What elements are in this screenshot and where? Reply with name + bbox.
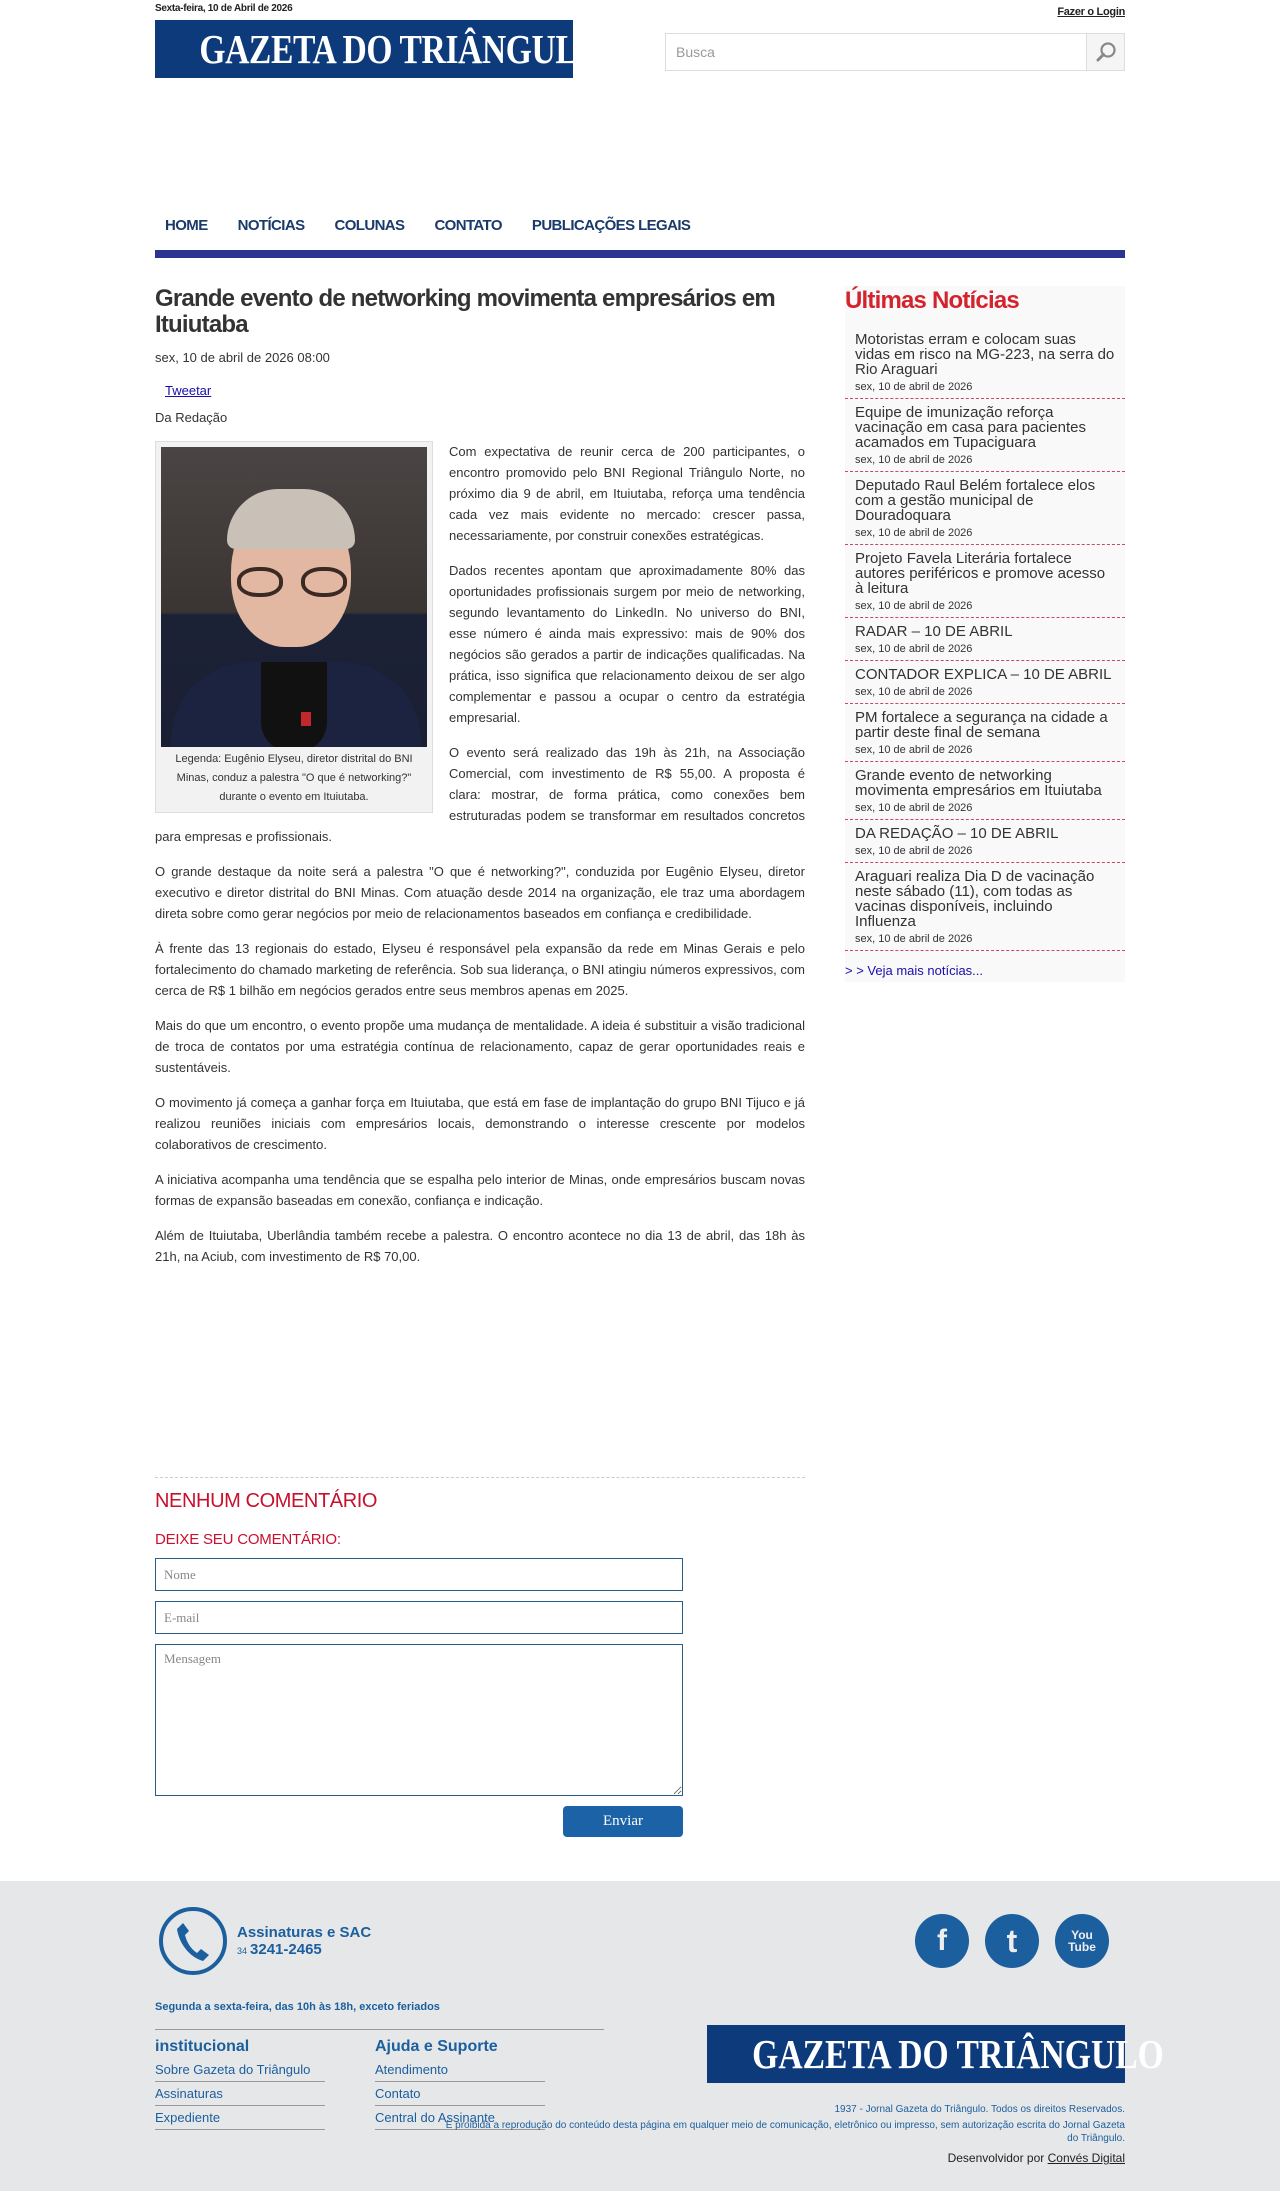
sac-phone: 3241-2465 xyxy=(250,1941,322,1958)
search-button[interactable] xyxy=(1086,34,1124,70)
article-paragraph: A iniciativa acompanha uma tendência que se espalha pelo interior de Minas, onde empresários buscam novas formas de expansão baseadas em conexão, confiança e indicação. xyxy=(155,1172,805,1208)
email-field[interactable] xyxy=(155,1601,683,1634)
article-paragraph: À frente das 13 regionais do estado, Elyseu é responsável pela expansão da rede em Minas Gerais e pelo fortalecimento do chamado marketing de referência. Sob sua liderança, o BNI atingiu números expressivos, com cerca de R$ 1 bilhão em negócios gerados entre seus membros apenas em 2025. xyxy=(155,941,805,998)
article-figure xyxy=(155,441,433,813)
news-item[interactable] xyxy=(845,863,1125,951)
article-date: sex, 10 de abril de 2026 08:00 xyxy=(155,350,330,365)
article-paragraph: Além de Ituiutaba, Uberlândia também recebe a palestra. O encontro acontece no dia 13 de abril, das 18h às 21h, na Aciub, com investimento de R$ 70,00. xyxy=(155,1228,805,1264)
news-item[interactable] xyxy=(845,704,1125,762)
legal-notice: É proibida a reprodução do conteúdo desta página em qualquer meio de comunicação, eletrônico ou impresso, sem autorização escrita do Jornal Gazeta do Triângulo. xyxy=(445,2120,1125,2144)
nav-home[interactable]: HOME xyxy=(165,216,208,234)
news-title[interactable]: Projeto Favela Literária fortalece autores periféricos e promove acesso à leitura xyxy=(855,550,1106,597)
article-paragraph: O grande destaque da noite será a palestra "O que é networking?", conduzida por Eugênio Elyseu, diretor executivo e diretor distrital do BNI Minas. Com atuação desde 2014 na organização, ele traz uma abordagem direta sobre como gerar negócios por meio de relacionamentos baseados em confiança e credibilidade. xyxy=(155,864,805,921)
latest-news-heading: Últimas Notícias xyxy=(845,287,1019,314)
sac-block xyxy=(155,1907,371,1975)
news-title[interactable]: Grande evento de networking movimenta empresários em Ituiutaba xyxy=(855,767,1102,799)
news-title[interactable]: Deputado Raul Belém fortalece elos com a gestão municipal de Douradoquara xyxy=(855,477,1096,524)
site-header xyxy=(155,0,1125,210)
sac-hours: Segunda a sexta-feira, das 10h às 18h, exceto feriados xyxy=(155,2001,440,2013)
article-paragraph: O movimento já começa a ganhar força em Ituiutaba, que está em fase de implantação do grupo BNI Tijuco e já realizou reuniões iniciais com empresários locais, demonstrando o interesse crescente por modelos colaborativos de crescimento. xyxy=(155,1095,805,1152)
footer-link-sobre[interactable]: Sobre Gazeta do Triângulo xyxy=(155,2058,325,2082)
sac-area-code: 34 xyxy=(237,1946,248,1956)
main-nav xyxy=(155,210,1125,258)
news-item[interactable] xyxy=(845,820,1125,863)
news-date: sex, 10 de abril de 2026 xyxy=(855,600,973,612)
comment-form xyxy=(155,1558,683,1837)
article-paragraph: Dados recentes apontam que aproximadamente 80% das oportunidades profissionais surgem por meio de networking, segundo levantamento do LinkedIn. No universo do BNI, esse número é ainda mais expressivo: mais de 90% dos negócios são gerados a partir de indicações qualificadas. Na prática, isso significa que relacionamento deixou de ser algo complementar e passou a ocupar o centro da estratégia empresarial. xyxy=(449,563,805,725)
news-title[interactable]: Araguari realiza Dia D de vacinação neste sábado (11), com todas as vacinas disponíveis, incluindo Influenza xyxy=(855,868,1095,930)
footer-col-ajuda xyxy=(375,2038,545,2165)
nav-contato[interactable]: CONTATO xyxy=(434,216,502,234)
article-paragraph: Mais do que um encontro, o evento propõe uma mudança de mentalidade. A ideia é substituir a visão tradicional de troca de contatos por uma estratégia contínua de relacionamento, capaz de gerar oportunidades reais e sustentáveis. xyxy=(155,1018,805,1075)
latest-news-list xyxy=(845,326,1125,951)
footer-logo xyxy=(707,2025,1164,2083)
article-photo xyxy=(161,447,427,747)
news-item[interactable] xyxy=(845,326,1125,399)
search-input[interactable] xyxy=(666,34,1086,70)
submit-button[interactable]: Enviar xyxy=(563,1806,683,1837)
article-body xyxy=(155,441,805,1267)
article-paragraph: O evento será realizado das 19h às 21h, na Associação Comercial, com investimento de R$ 55,00. A proposta é clara: mostrar, de forma prática, como conexões bem estruturadas podem se transformar em resultados concretos para empresas e profissionais. xyxy=(155,745,805,844)
footer-link-central-assinante[interactable]: Central do Assinante xyxy=(375,2106,545,2130)
news-date: sex, 10 de abril de 2026 xyxy=(855,802,973,814)
nav-noticias[interactable]: NOTÍCIAS xyxy=(237,216,305,234)
article-title: Grande evento de networking movimenta empresários em Ituiutaba xyxy=(155,285,775,338)
footer-col-institucional xyxy=(155,2038,325,2165)
news-title[interactable]: PM fortalece a segurança na cidade a partir deste final de semana xyxy=(855,709,1108,741)
nav-publicacoes-legais[interactable]: PUBLICAÇÕES LEGAIS xyxy=(531,216,691,234)
news-item[interactable] xyxy=(845,762,1125,820)
message-field[interactable] xyxy=(155,1644,683,1796)
copyright: 1937 - Jornal Gazeta do Triângulo. Todos os direitos Reservados. xyxy=(834,2104,1125,2115)
news-date: sex, 10 de abril de 2026 xyxy=(855,381,973,393)
news-date: sex, 10 de abril de 2026 xyxy=(855,845,973,857)
developer-link[interactable]: Convés Digital xyxy=(1047,2151,1125,2165)
comment-form-heading: DEIXE SEU COMENTÁRIO: xyxy=(155,1531,341,1548)
news-item[interactable] xyxy=(845,545,1125,618)
developer-credit xyxy=(604,2151,1125,2165)
news-title[interactable]: RADAR – 10 DE ABRIL xyxy=(855,623,1013,640)
footer-col-heading: Ajuda e Suporte xyxy=(375,2038,498,2055)
comments-section xyxy=(155,1477,805,1837)
footer-link-contato[interactable]: Contato xyxy=(375,2082,545,2106)
facebook-icon[interactable]: f xyxy=(915,1914,969,1968)
nav-colunas[interactable]: COLUNAS xyxy=(334,216,405,234)
site-footer xyxy=(0,1881,1280,2191)
twitter-icon[interactable]: t xyxy=(985,1914,1039,1968)
footer-link-expediente[interactable]: Expediente xyxy=(155,2106,325,2130)
sac-title: Assinaturas e SAC xyxy=(237,1924,372,1941)
tweet-link[interactable]: Tweetar xyxy=(165,383,212,398)
site-logo[interactable] xyxy=(155,20,604,78)
photo-caption: Legenda: Eugênio Elyseu, diretor distrital do BNI Minas, conduz a palestra "O que é networking?" durante o evento em Ituiutaba. xyxy=(175,753,413,803)
footer-link-atendimento[interactable]: Atendimento xyxy=(375,2058,545,2082)
footer-link-assinaturas[interactable]: Assinaturas xyxy=(155,2082,325,2106)
news-item[interactable] xyxy=(845,472,1125,545)
news-item[interactable] xyxy=(845,661,1125,704)
news-title[interactable]: Motoristas erram e colocam suas vidas em risco na MG-223, na serra do Rio Araguari xyxy=(855,331,1115,378)
news-item[interactable] xyxy=(845,399,1125,472)
footer-logo-text: GAZETA DO TRIÂNGULO xyxy=(752,2031,1164,2077)
news-title[interactable]: Equipe de imunização reforça vacinação em casa para pacientes acamados em Tupaciguara xyxy=(855,404,1086,451)
article-main xyxy=(155,286,805,1837)
news-date: sex, 10 de abril de 2026 xyxy=(855,933,973,945)
login-link[interactable]: Fazer o Login xyxy=(1057,6,1125,18)
phone-icon xyxy=(159,1907,227,1975)
name-field[interactable] xyxy=(155,1558,683,1591)
youtube-icon[interactable]: You Tube xyxy=(1055,1914,1109,1968)
sidebar xyxy=(845,286,1125,1837)
news-date: sex, 10 de abril de 2026 xyxy=(855,744,973,756)
social-links xyxy=(915,1914,1109,1968)
news-date: sex, 10 de abril de 2026 xyxy=(855,643,973,655)
news-date: sex, 10 de abril de 2026 xyxy=(855,686,973,698)
nav-divider xyxy=(155,250,1125,258)
logo-text: GAZETA DO TRIÂNGULO xyxy=(199,26,604,72)
search-icon xyxy=(1095,41,1117,63)
article-author: Da Redação xyxy=(155,410,228,425)
developer-prefix: Desenvolvidor por xyxy=(947,2151,1045,2165)
comments-heading: NENHUM COMENTÁRIO xyxy=(155,1490,378,1512)
news-item[interactable] xyxy=(845,618,1125,661)
footer-col-heading: institucional xyxy=(155,2038,250,2055)
more-news-link[interactable]: > > Veja mais notícias... xyxy=(845,963,984,978)
article-paragraph: Com expectativa de reunir cerca de 200 participantes, o encontro promovido pelo BNI Regional Triângulo Norte, no próximo dia 9 de abril, em Ituiutaba, reforça uma tendência cada vez mais evidente no mercado: crescer passa, necessariamente, por construir conexões estratégicas. xyxy=(449,444,805,543)
news-date: sex, 10 de abril de 2026 xyxy=(855,527,973,539)
news-title[interactable]: DA REDAÇÃO – 10 DE ABRIL xyxy=(855,825,1059,842)
news-date: sex, 10 de abril de 2026 xyxy=(855,454,973,466)
news-title[interactable]: CONTADOR EXPLICA – 10 DE ABRIL xyxy=(855,666,1112,683)
current-date: Sexta-feira, 10 de Abril de 2026 xyxy=(155,3,293,14)
search-box xyxy=(665,33,1125,71)
